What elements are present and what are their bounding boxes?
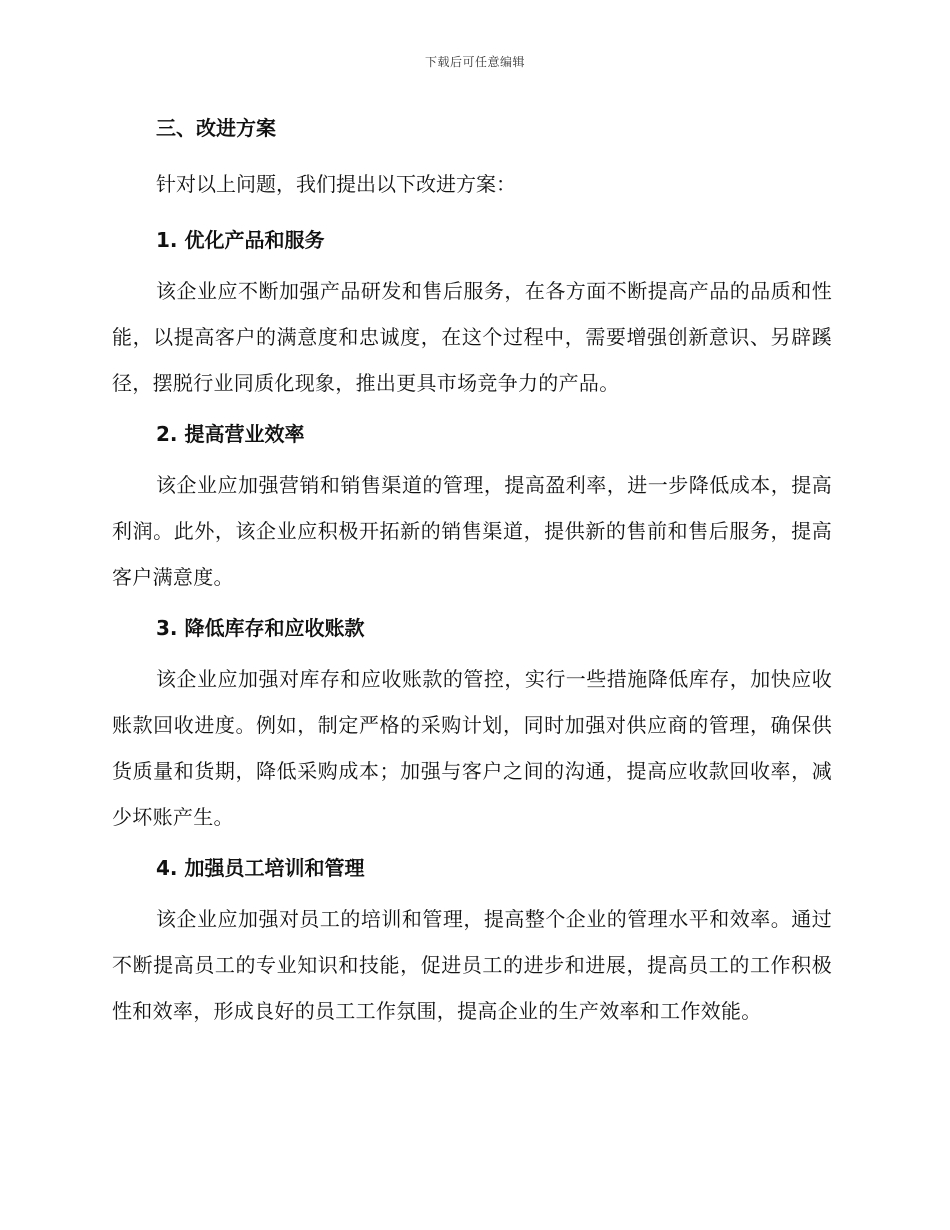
item-body-3: 该企业应加强对库存和应收账款的管控，实行一些措施降低库存，加快应收账款回收进度。例如，制定严格的采购计划，同时加强对供应商的管理，确保供货质量和货期，降低采购成本；加强与客户之间的沟通，提高应收款回收率，减少坏账产生。 bbox=[112, 667, 832, 829]
item-body-2: 该企业应加强营销和销售渠道的管理，提高盈利率，进一步降低成本，提高利润。此外，该企业应积极开拓新的销售渠道，提供新的售前和售后服务，提高客户满意度。 bbox=[112, 473, 832, 589]
item-title-2: 2. 提高营业效率 bbox=[156, 422, 305, 446]
header-note: 下载后可任意编辑 bbox=[424, 55, 525, 69]
section-intro: 针对以上问题，我们提出以下改进方案： bbox=[156, 172, 516, 196]
section-title: 三、改进方案 bbox=[156, 116, 276, 140]
item-title-3: 3. 降低库存和应收账款 bbox=[156, 616, 365, 640]
item-title-1: 1. 优化产品和服务 bbox=[156, 228, 325, 252]
item-body-4: 该企业应加强对员工的培训和管理，提高整个企业的管理水平和效率。通过不断提高员工的专业知识和技能，促进员工的进步和进展，提高员工的工作积极性和效率，形成良好的员工工作氛围，提高企业的生产效率和工作效能。 bbox=[112, 907, 832, 1023]
item-body-1: 该企业应不断加强产品研发和售后服务，在各方面不断提高产品的品质和性能，以提高客户的满意度和忠诚度，在这个过程中，需要增强创新意识、另辟蹊径，摆脱行业同质化现象，推出更具市场竞争力的产品。 bbox=[112, 279, 832, 395]
item-title-4: 4. 加强员工培训和管理 bbox=[156, 856, 365, 880]
document-content bbox=[112, 112, 832, 1034]
